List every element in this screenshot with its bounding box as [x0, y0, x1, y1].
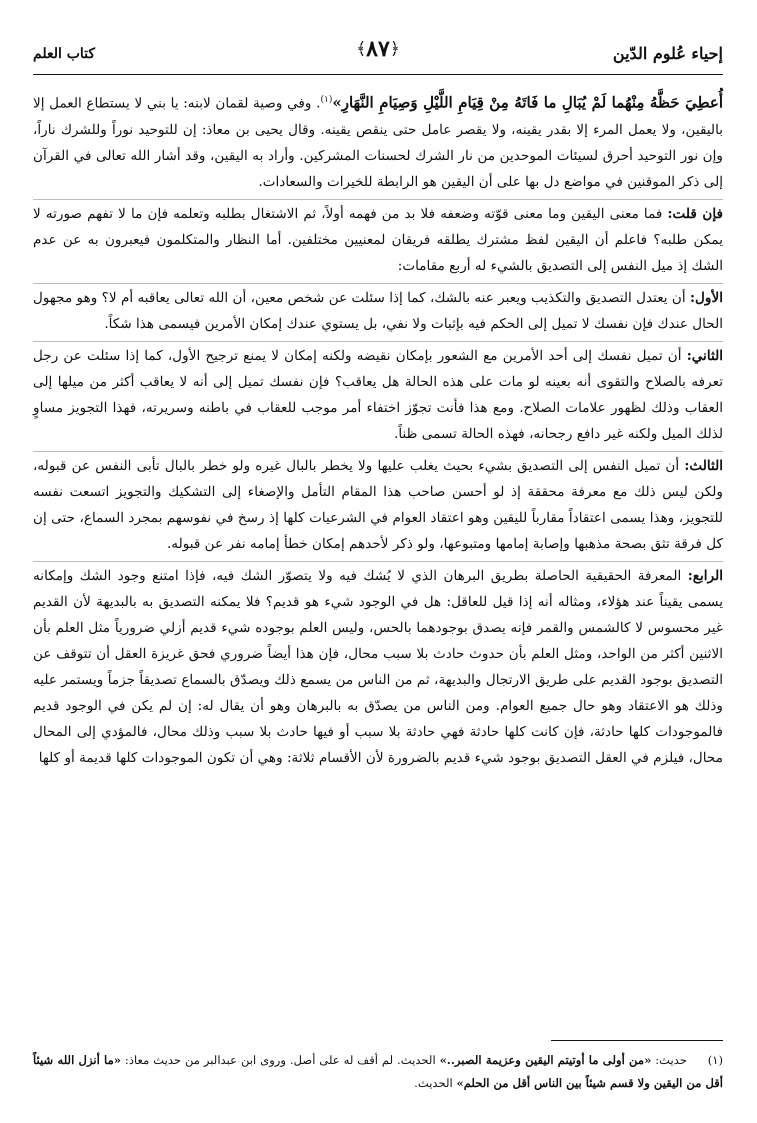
paragraph-text: أن تميل نفسك إلى أحد الأمرين مع الشعور بإمكان نقيضه ولكنه إمكان لا يمنع ترجيح الأول، كما إذا سئلت عن رجل تعرفه بالصلاح والتقوى أنه بعينه لو مات على هذه الحالة هل يعاقب؟ فإن نفسك تميل إلى أنه لا يعاقب أكثر من ميلها إلى العقاب وذلك لظهور علامات الصلاح. ومع هذا فأنت تجوّز اختفاء أمر موجب للعقاب في باطنه وسريرته، فهذا التجويز مساوٍ لذلك الميل ولكنه غير دافع رجحانه، فهذه الحالة تسمى ظناً.	[33, 347, 723, 442]
paragraph-lead: الأول:	[690, 289, 723, 306]
page-number-box	[356, 36, 400, 62]
page-number: ٨٧	[366, 36, 390, 62]
footnote-text: الحديث. لم أقف له على أصل. وروى ابن عبدالبر من حديث معاذ:	[121, 1053, 440, 1067]
paragraph-text: المعرفة الحقيقية الحاصلة بطريق البرهان الذي لا يُشك فيه ولا يتصوّر الشك فيه، فإذا امتنع وجود الشك وإمكانه يسمى يقيناً عند هؤلاء، ومثاله أنه إذا قيل للعاقل: هل في الوجود شيء هو قديم؟ فلا يمكنه التصديق به بالبديهة لأن القديم غير محسوس لا كالشمس والقمر فإنه يصدق بوجودهما بالحس، وليس العلم بوجوده شيء قديم أزلي ضرورياً مثل العلم بأن الاثنين أكثر من الواحد، ومثل العلم بأن حدوث حادث بلا سبب محال، فإن هذا أيضاً ضروري فحق غريزة العقل أن تتوقف عن التصديق بوجود القديم على طريق الارتجال والبديهة، ثم من الناس من يسمع ذلك ويصدّق بالسماع تصديقاً جزماً ويستمر عليه وذلك هو الاعتقاد وهو حال جميع العوام. ومن الناس من يصدّق به بالبرهان وهو أن يقال له: إن لم يكن في الوجود قديم فالموجودات كلها حادثة، فإن كانت كلها حادثة فهي حادثة بلا سبب أو فيها حادث بلا سبب وذلك محال، فالمؤدي إلى المحال محال، فيلزم في العقل التصديق بوجود شيء قديم بالضرورة لأن الأقسام ثلاثة: وهي أن تكون الموجودات كلها قديمة أو كلها	[33, 567, 723, 766]
footnote-divider	[551, 1040, 723, 1041]
paragraph	[33, 451, 723, 557]
paragraph-text: فما معنى اليقين وما معنى قوّته وضعفه فلا بد من فهمه أولاً، ثم الاشتغال بطلبه وتعلمه فإن ما لا تفهم صورته لا يمكن طلبه؟ فاعلم أن اليقين لفظ مشترك يطلقه فريقان لمعنيين مختلفين. أما النظار والمتكلمون فيعبرون به عن عدم الشك إذ ميل النفس إلى التصديق بالشيء له أربع مقامات:	[33, 205, 723, 274]
ornament-left: ﴾	[356, 39, 367, 59]
footnote	[33, 1049, 723, 1095]
book-page	[33, 36, 724, 1090]
footnotes	[33, 1049, 723, 1095]
footnote-text: حديث:	[651, 1053, 688, 1067]
footnote-quote: «ما أنزل الله شيئاً أقل من اليقين ولا قسم شيئاً بين الناس أقل من الحلم»	[33, 1053, 723, 1090]
paragraph	[33, 87, 723, 195]
ornament-right: ﴿	[389, 39, 400, 59]
book-title: إحياء عُلوم الدّين	[612, 44, 723, 63]
paragraph	[33, 283, 723, 337]
main-text	[33, 87, 723, 771]
paragraph-text: أن تميل النفس إلى التصديق بشيء بحيث يغلب عليها ولا يخطر بالبال غيره ولو خطر بالبال تأبى النفس عن قبوله، ولكن ليس ذلك مع معرفة محققة إذ لو أحسن صاحب هذا المقام التأمل والإصغاء إلى التشكيك والتجويز اتسعت نفسه للتجويز، وهذا يسمى اعتقاداً مقارباً لليقين وهو اعتقاد العوام في الشرعيات كلها إذ رسخ في نفوسهم بمجرد السماع، حتى إن كل فرقة تثق بصحة مذهبها وإصابة إمامها ومتبوعها، ولو ذكر لأحدهم إمكان خطأ إمامه نفر عن قبوله.	[33, 457, 723, 552]
footnote-mark: (١)	[707, 1053, 724, 1067]
paragraph	[33, 199, 723, 279]
hadith-quote: أُعطِيَ حَظَّهُ مِنْهُما لَمْ يُبَالِ ما فَاتَهُ مِنْ قِيَامِ اللَّيْلِ وَصِيَامِ النَّهَارِ»	[332, 93, 723, 112]
paragraph-lead: الثالث:	[684, 457, 723, 474]
paragraph-lead: الثاني:	[686, 347, 723, 364]
paragraph-text: . وفي وصية لقمان لابنه: يا بني لا يستطاع العمل إلا باليقين، ولا يعمل المرء إلا بقدر يقينه، ولا يقصر عامل حتى ينقص يقينه. وقال يحيى بن معاذ: إن للتوحيد نوراً وللشرك ناراً، وإن نور التوحيد أحرق لسيئات الموحدين من نار الشرك لحسنات المشركين. وأراد به اليقين، وقد أشار الله تعالى في القرآن إلى ذكر الموقنين في مواضع دل بها على أن اليقين هو الرابطة للخيرات والسعادات.	[33, 95, 723, 190]
chapter-title: كتاب العلم	[33, 46, 96, 62]
paragraph-text: أن يعتدل التصديق والتكذيب ويعبر عنه بالشك، كما إذا سئلت عن شخص معين، أن الله تعالى يعاقبه أم لا؟ وهو مجهول الحال عندك فإن نفسك لا تميل إلى الحكم فيه بإثبات ولا نفي، بل يستوي عندك إمكان الأمرين فيسمى هذا شكاً.	[33, 289, 723, 332]
paragraph	[33, 341, 723, 447]
footnote-quote: «من أولى ما أوتيتم اليقين وعزيمة الصبر..»	[439, 1053, 652, 1067]
paragraph-lead: فإن قلت:	[667, 205, 723, 222]
paragraph-lead: الرابع:	[687, 567, 723, 584]
paragraph	[33, 561, 723, 771]
footnote-text: الحديث.	[414, 1076, 457, 1090]
page-header	[33, 36, 723, 75]
footnote-ref: (١)	[320, 95, 333, 105]
